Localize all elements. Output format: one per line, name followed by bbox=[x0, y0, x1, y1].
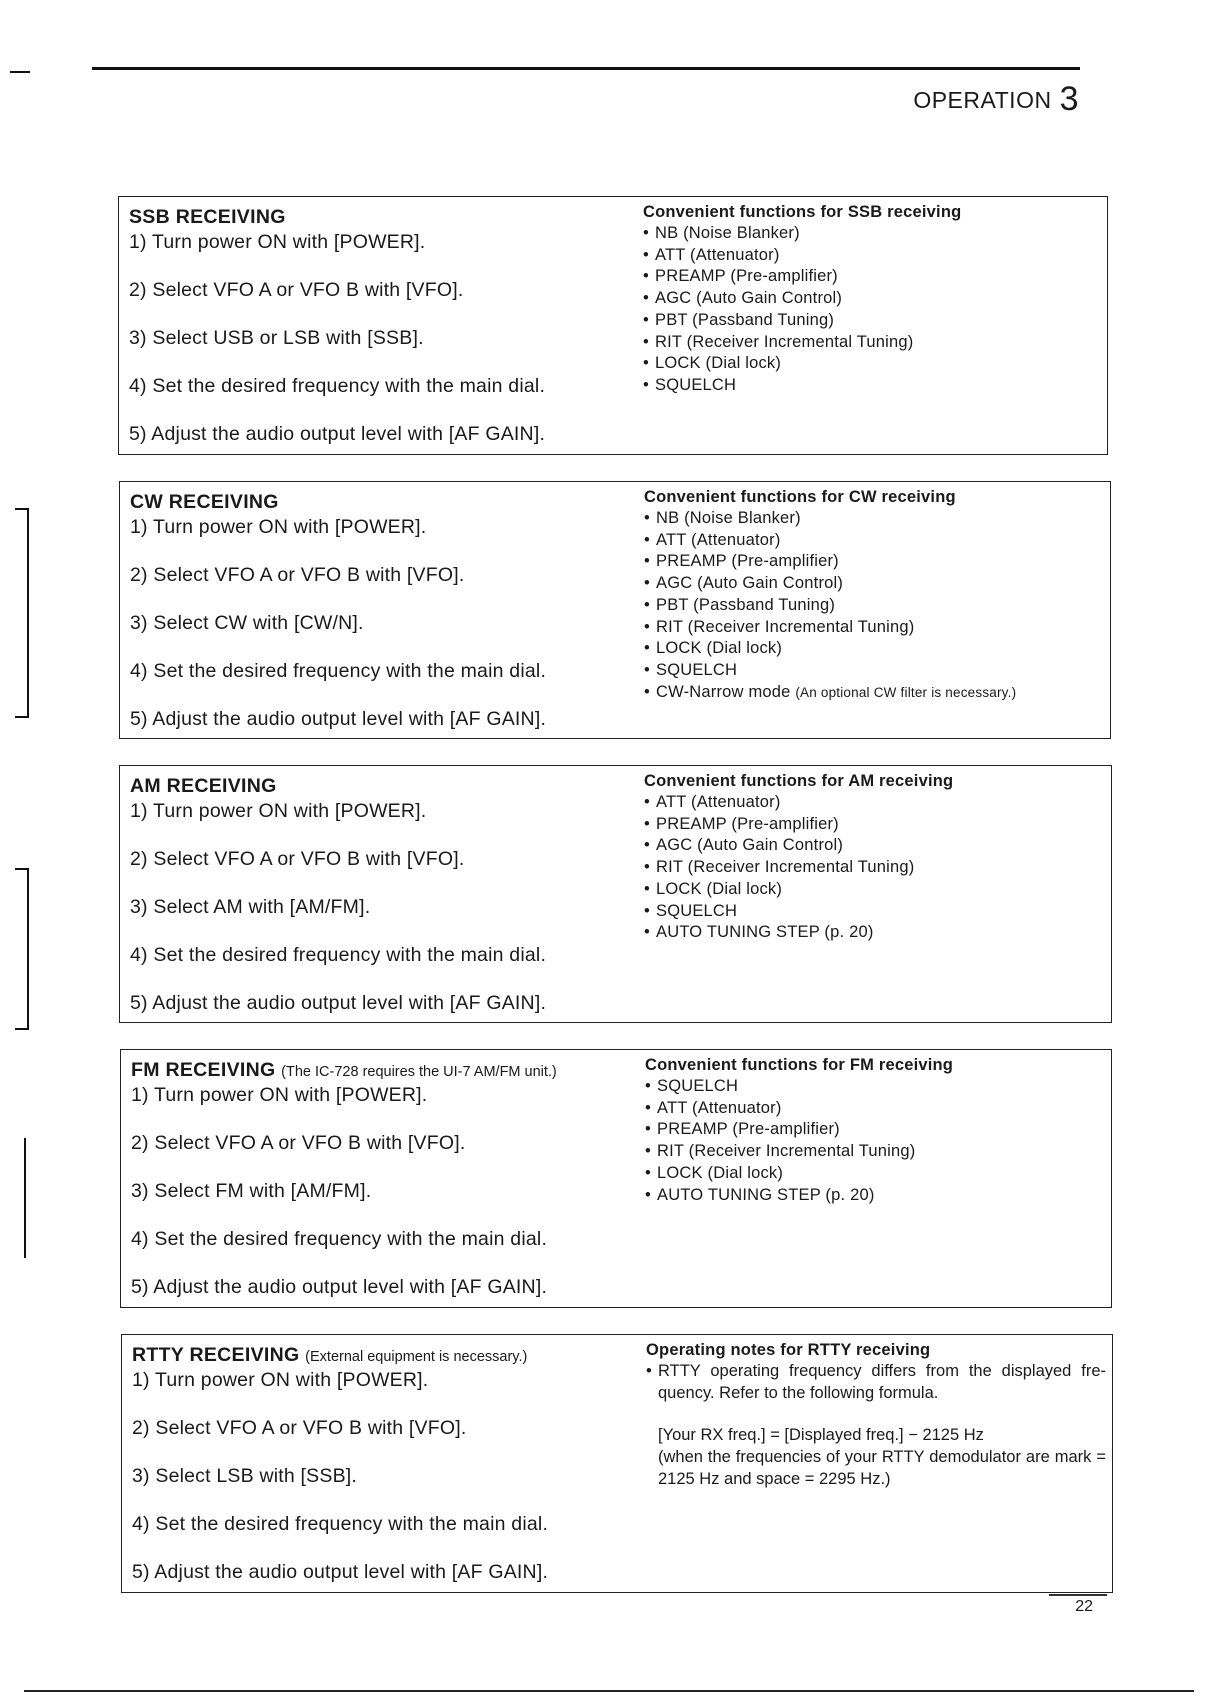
function-item: • RIT (Receiver Incremental Tuning) bbox=[644, 858, 915, 877]
section-note: (The IC-728 requires the UI-7 AM/FM unit.) bbox=[281, 1064, 557, 1080]
function-item: • AGC (Auto Gain Control) bbox=[643, 289, 843, 308]
function-item: • CW-Narrow mode (An optional CW filter is necessary.) bbox=[644, 682, 1017, 701]
function-item: • LOCK (Dial lock) bbox=[645, 1163, 784, 1182]
step: 2) Select VFO A or VFO B with [VFO]. bbox=[129, 279, 464, 301]
step: 5) Adjust the audio output level with [AF GAIN]. bbox=[130, 708, 547, 730]
margin-tick bbox=[15, 716, 27, 718]
function-item: • PREAMP (Pre-amplifier) bbox=[644, 814, 839, 833]
margin-tick bbox=[15, 868, 27, 870]
step: 5) Adjust the audio output level with [AF GAIN]. bbox=[129, 423, 546, 445]
function-item: • NB (Noise Blanker) bbox=[644, 509, 801, 527]
section-title: CW RECEIVING bbox=[130, 491, 279, 513]
header-rule bbox=[92, 67, 1080, 70]
step: 2) Select VFO A or VFO B with [VFO]. bbox=[130, 564, 465, 586]
section-title: SSB RECEIVING bbox=[129, 206, 286, 228]
step: 2) Select VFO A or VFO B with [VFO]. bbox=[132, 1417, 467, 1439]
function-item: • SQUELCH bbox=[643, 375, 737, 394]
function-item: • AGC (Auto Gain Control) bbox=[644, 836, 844, 855]
function-item: • ATT (Attenuator) bbox=[644, 530, 781, 549]
step: 1) Turn power ON with [POWER]. bbox=[129, 231, 426, 253]
section-name: OPERATION bbox=[913, 87, 1052, 113]
step: 2) Select VFO A or VFO B with [VFO]. bbox=[130, 848, 465, 870]
step: 3) Select FM with [AM/FM]. bbox=[131, 1180, 372, 1202]
step: 5) Adjust the audio output level with [AF GAIN]. bbox=[130, 992, 547, 1014]
function-item: • RIT (Receiver Incremental Tuning) bbox=[645, 1142, 916, 1161]
step: 1) Turn power ON with [POWER]. bbox=[131, 1084, 428, 1106]
step: 5) Adjust the audio output level with [AF GAIN]. bbox=[131, 1276, 548, 1298]
rtty-note: • RTTY operating frequency differs from the displayed fre- quency. Refer to the following formula. bbox=[646, 1362, 1106, 1402]
rtty-formula: [Your RX freq.] = [Displayed freq.] − 2125 Hz bbox=[658, 1426, 984, 1445]
function-item: • RIT (Receiver Incremental Tuning) bbox=[644, 617, 915, 636]
functions-title: Convenient functions for AM receiving bbox=[644, 772, 954, 790]
function-item: • AGC (Auto Gain Control) bbox=[644, 574, 844, 593]
section-note: (External equipment is necessary.) bbox=[305, 1349, 528, 1365]
function-item: • NB (Noise Blanker) bbox=[643, 224, 800, 242]
section-title: RTTY RECEIVING (External equipment is necessary.) bbox=[132, 1344, 528, 1366]
rtty-receiving-box bbox=[121, 1334, 1113, 1593]
function-item: • ATT (Attenuator) bbox=[644, 793, 781, 811]
step: 1) Turn power ON with [POWER]. bbox=[132, 1369, 429, 1391]
function-item: • PREAMP (Pre-amplifier) bbox=[644, 552, 839, 571]
step: 2) Select VFO A or VFO B with [VFO]. bbox=[131, 1132, 466, 1154]
step: 3) Select USB or LSB with [SSB]. bbox=[129, 327, 424, 349]
section-title: FM RECEIVING (The IC-728 requires the UI-7 AM/FM unit.) bbox=[131, 1059, 557, 1081]
function-item: • SQUELCH bbox=[644, 901, 738, 920]
function-item: • ATT (Attenuator) bbox=[645, 1098, 782, 1117]
function-item: • PBT (Passband Tuning) bbox=[644, 595, 836, 614]
cw-receiving-box bbox=[119, 481, 1111, 739]
step: 4) Set the desired frequency with the main dial. bbox=[129, 375, 546, 397]
step: 1) Turn power ON with [POWER]. bbox=[130, 800, 427, 822]
margin-dash bbox=[10, 71, 30, 73]
step: 4) Set the desired frequency with the main dial. bbox=[130, 660, 547, 682]
function-item: • SQUELCH bbox=[645, 1077, 739, 1095]
page-number: 22 bbox=[1075, 1598, 1093, 1615]
functions-title: Convenient functions for FM receiving bbox=[645, 1056, 954, 1074]
functions-title: Convenient functions for SSB receiving bbox=[643, 203, 962, 221]
function-item: • RIT (Receiver Incremental Tuning) bbox=[643, 332, 914, 351]
function-item: • ATT (Attenuator) bbox=[643, 245, 780, 264]
margin-bracket bbox=[24, 1138, 26, 1258]
function-item: • PREAMP (Pre-amplifier) bbox=[645, 1120, 840, 1139]
function-item: • LOCK (Dial lock) bbox=[644, 879, 783, 898]
page-header bbox=[913, 80, 1079, 119]
function-item: • PREAMP (Pre-amplifier) bbox=[643, 267, 838, 286]
function-item: • PBT (Passband Tuning) bbox=[643, 310, 835, 329]
fm-receiving-box bbox=[120, 1049, 1112, 1308]
step: 1) Turn power ON with [POWER]. bbox=[130, 516, 427, 538]
section-title: AM RECEIVING bbox=[130, 775, 277, 797]
functions-title: Convenient functions for CW receiving bbox=[644, 488, 956, 506]
step: 3) Select LSB with [SSB]. bbox=[132, 1465, 358, 1487]
bottom-rule bbox=[24, 1690, 1194, 1692]
notes-title: Operating notes for RTTY receiving bbox=[646, 1341, 931, 1359]
step: 3) Select AM with [AM/FM]. bbox=[130, 896, 371, 918]
margin-tick bbox=[15, 1028, 27, 1030]
function-item: • AUTO TUNING STEP (p. 20) bbox=[644, 923, 874, 942]
function-item: • SQUELCH bbox=[644, 660, 738, 679]
step: 5) Adjust the audio output level with [AF GAIN]. bbox=[132, 1561, 549, 1583]
step: 4) Set the desired frequency with the main dial. bbox=[132, 1513, 549, 1535]
page-number-rule bbox=[1049, 1594, 1107, 1596]
function-item: • LOCK (Dial lock) bbox=[644, 639, 783, 658]
section-number: 3 bbox=[1059, 80, 1079, 118]
am-receiving-box bbox=[119, 765, 1112, 1023]
margin-bracket bbox=[27, 508, 29, 718]
function-item: • LOCK (Dial lock) bbox=[643, 354, 782, 373]
step: 4) Set the desired frequency with the main dial. bbox=[131, 1228, 548, 1250]
rtty-formula-note: (when the frequencies of your RTTY demodulator are mark = 2125 Hz and space = 2295 Hz.) bbox=[658, 1448, 1106, 1488]
margin-bracket bbox=[27, 868, 29, 1030]
function-item: • AUTO TUNING STEP (p. 20) bbox=[645, 1185, 875, 1204]
step: 4) Set the desired frequency with the main dial. bbox=[130, 944, 547, 966]
ssb-receiving-box bbox=[118, 196, 1108, 455]
step: 3) Select CW with [CW/N]. bbox=[130, 612, 364, 634]
margin-tick bbox=[15, 508, 27, 510]
